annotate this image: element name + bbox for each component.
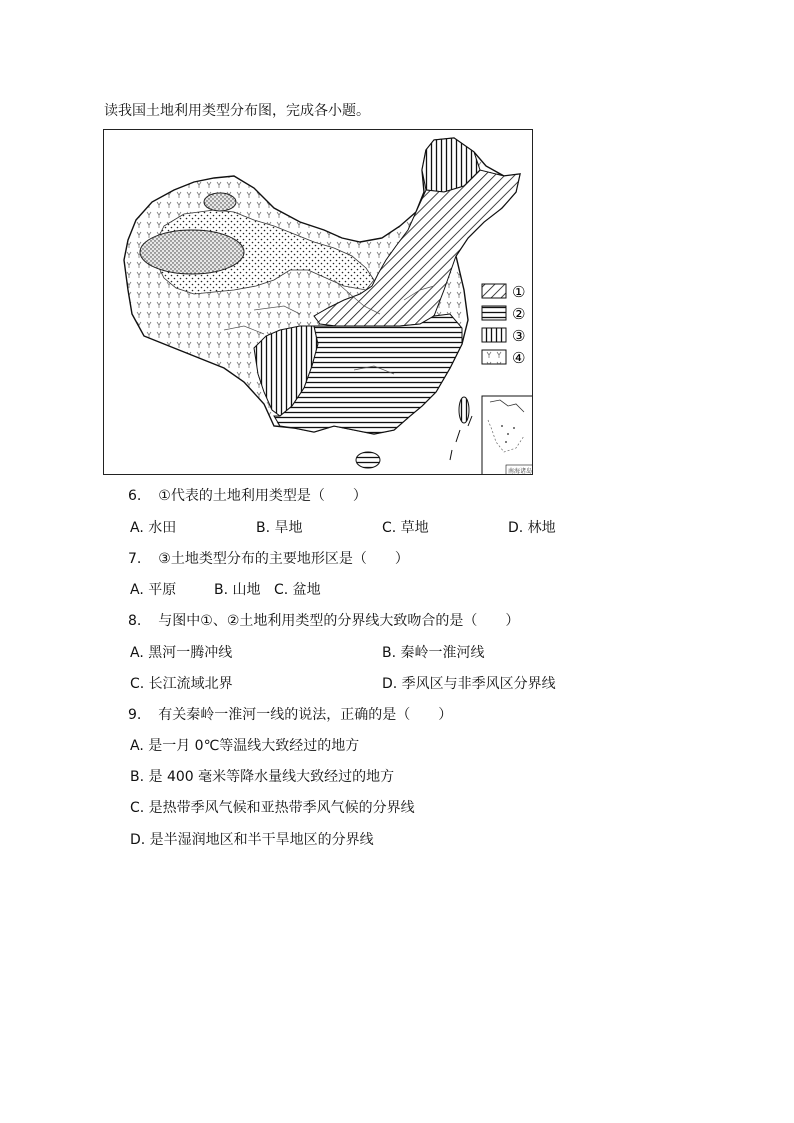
- q7-option-a: A. 平原: [130, 582, 177, 598]
- legend-swatch-4: [482, 350, 506, 364]
- question-7: [128, 550, 409, 568]
- legend-swatch-2: [482, 306, 506, 320]
- q8-option-b: B. 秦岭一淮河线: [382, 645, 485, 661]
- legend-swatch-3: [482, 328, 506, 342]
- inset-label: 南海诸岛: [508, 468, 533, 475]
- question-6: [128, 487, 367, 505]
- china-map-svg: [104, 130, 533, 475]
- taiwan-island: [459, 397, 469, 423]
- q9-option-d: D. 是半湿润地区和半干旱地区的分界线: [130, 832, 374, 848]
- q9-option-a: A. 是一月 0℃等温线大致经过的地方: [130, 738, 360, 754]
- question-8-number: 8.: [128, 613, 142, 629]
- q9-option-b: B. 是 400 毫米等降水量线大致经过的地方: [130, 769, 395, 785]
- legend-label-2: ②: [512, 305, 526, 323]
- legend-label-1: ①: [512, 283, 526, 301]
- q6-option-d: D. 林地: [508, 520, 556, 536]
- q8-option-c: C. 长江流域北界: [130, 676, 233, 692]
- legend-swatch-1: [482, 284, 506, 298]
- q7-option-b: B. 山地: [214, 582, 261, 598]
- legend-label-3: ③: [512, 327, 526, 345]
- question-8: [128, 612, 519, 630]
- q9-option-c: C. 是热带季风气候和亚热带季风气候的分界线: [130, 800, 415, 816]
- q8-option-d: D. 季风区与非季风区分界线: [382, 676, 556, 692]
- q6-option-a: A. 水田: [130, 520, 177, 536]
- basin-zone: [140, 230, 244, 274]
- question-7-text: ③土地类型分布的主要地形区是（ ）: [158, 551, 409, 567]
- question-9-number: 9.: [128, 707, 142, 723]
- question-7-number: 7.: [128, 551, 142, 567]
- legend-label-4: ④: [512, 349, 526, 367]
- question-9-text: 有关秦岭一淮河一线的说法，正确的是（ ）: [158, 707, 453, 723]
- q6-option-c: C. 草地: [382, 520, 429, 536]
- map-legend: [482, 283, 525, 367]
- small-basin-zone: [204, 193, 236, 211]
- sea-boundary-marks: [450, 416, 472, 460]
- question-9: [128, 706, 452, 724]
- south-china-sea-inset: [482, 396, 533, 475]
- hainan-island: [356, 452, 380, 468]
- question-6-text: ①代表的土地利用类型是（ ）: [158, 488, 367, 504]
- question-6-number: 6.: [128, 488, 142, 504]
- q8-option-a: A. 黑河一腾冲线: [130, 645, 233, 661]
- intro-text: 读我国土地利用类型分布图，完成各小题。: [104, 103, 370, 119]
- q6-option-b: B. 旱地: [256, 520, 303, 536]
- land-use-map: [103, 129, 533, 475]
- q7-option-c: C. 盆地: [274, 582, 321, 598]
- question-8-text: 与图中①、②土地利用类型的分界线大致吻合的是（ ）: [158, 613, 520, 629]
